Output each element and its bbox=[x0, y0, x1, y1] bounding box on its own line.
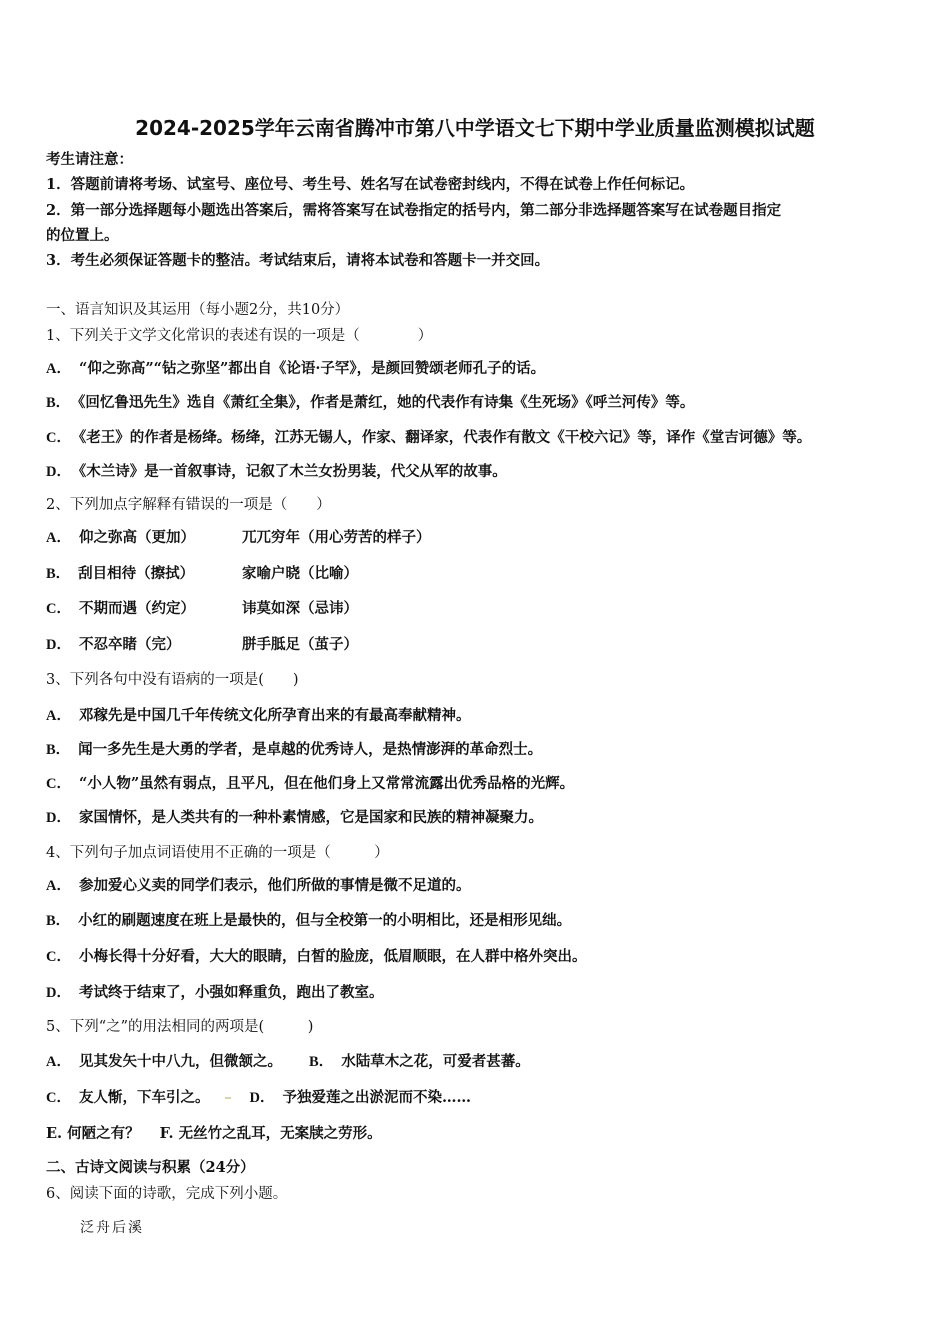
option-text: 水陆草木之花，可爱者甚蕃。 bbox=[341, 1053, 530, 1070]
option-text: 参加爱心义卖的同学们表示，他们所做的事情是微不足道的。 bbox=[78, 877, 471, 894]
option-key: A． bbox=[46, 878, 71, 894]
option-c bbox=[46, 599, 906, 619]
option-key: B． bbox=[309, 1054, 334, 1070]
option-text: 见其发矢十中八九，但微颔之。 bbox=[78, 1053, 282, 1070]
option-key: B． bbox=[46, 566, 71, 582]
option-key: C． bbox=[46, 949, 71, 965]
option-text: 刮目相待（擦拭） bbox=[78, 565, 195, 582]
option-d bbox=[46, 983, 383, 1003]
poem-title: 泛舟后溪 bbox=[80, 1220, 144, 1236]
option-a bbox=[46, 706, 470, 726]
option-key: D． bbox=[46, 810, 71, 826]
option-text: “仰之弥高”“钻之弥坚”都出自《论语·子罕》，是颜回赞颂老师孔子的话。 bbox=[78, 360, 546, 377]
option-key: D． bbox=[249, 1090, 275, 1106]
option-text: 小红的刷题速度在班上是最快的，但与全校第一的小明相比，还是相形见绌。 bbox=[78, 912, 572, 929]
option-text: 闻一多先生是大勇的学者，是卓越的优秀诗人，是热情澎湃的革命烈士。 bbox=[78, 741, 543, 758]
option-key: A． bbox=[46, 361, 71, 377]
option-row-cd bbox=[46, 1088, 471, 1108]
question-stem: 4、下列句子加点词语使用不正确的一项是（ ） bbox=[46, 845, 389, 861]
option-d bbox=[46, 635, 906, 655]
notice-item: 2．第一部分选择题每小题选出答案后，需将答案写在试卷指定的括号内，第二部分非选择题答案写在试卷题目指定 bbox=[46, 202, 782, 219]
notice-item: 1．答题前请将考场、试室号、座位号、考生号、姓名写在试卷密封线内，不得在试卷上作任何标记。 bbox=[46, 176, 695, 193]
section-heading: 一、语言知识及其运用（每小题2分，共10分） bbox=[46, 302, 350, 318]
section-heading: 二、古诗文阅读与积累（24分） bbox=[46, 1159, 255, 1176]
option-c bbox=[46, 774, 574, 794]
option-b bbox=[46, 740, 542, 760]
question-stem: 2、下列加点字解释有错误的一项是（ ） bbox=[46, 497, 331, 513]
question-stem: 5、下列“之”的用法相同的两项是( ) bbox=[46, 1019, 314, 1035]
option-key: C． bbox=[46, 1090, 71, 1106]
option-text: 《回忆鲁迅先生》选自《萧红全集》，作者是萧红，她的代表作有诗集《生死场》《呼兰河传》等。 bbox=[78, 394, 695, 411]
option-text-2: 兀兀穷年（用心劳苦的样子） bbox=[242, 529, 431, 546]
page-title: 2024-2025学年云南省腾冲市第八中学语文七下期中学业质量监测模拟试题 bbox=[135, 116, 815, 140]
option-text: 考试终于结束了，小强如释重负，跑出了教室。 bbox=[78, 984, 384, 1001]
option-key: B． bbox=[46, 395, 71, 411]
option-key: C． bbox=[46, 430, 71, 446]
option-key: C． bbox=[46, 601, 71, 617]
option-d bbox=[46, 808, 543, 828]
option-row-ab bbox=[46, 1052, 530, 1072]
option-a bbox=[46, 359, 545, 379]
option-b bbox=[46, 911, 571, 931]
option-key: B． bbox=[46, 742, 71, 758]
option-b bbox=[46, 393, 694, 413]
option-text: 仰之弥高（更加） bbox=[78, 529, 195, 546]
option-key: A． bbox=[46, 708, 71, 724]
option-text: 小梅长得十分好看，大大的眼睛，白皙的脸庞，低眉顺眼，在人群中格外突出。 bbox=[78, 948, 587, 965]
option-key: D． bbox=[46, 637, 71, 653]
option-text-2: 家喻户晓（比喻） bbox=[242, 565, 358, 582]
question-stem: 6、阅读下面的诗歌，完成下列小题。 bbox=[46, 1186, 288, 1202]
option-text: 《老王》的作者是杨绛。杨绛，江苏无锡人，作家、翻译家，代表作有散文《干校六记》等，译作《堂吉诃德》等。 bbox=[78, 429, 812, 446]
notice-item: 3．考生必须保证答题卡的整洁。考试结束后，请将本试卷和答题卡一并交回。 bbox=[46, 252, 550, 269]
option-row-ef bbox=[46, 1124, 382, 1144]
option-text-2: 胼手胝足（茧子） bbox=[242, 636, 358, 653]
question-stem: 1、下列关于文学文化常识的表述有误的一项是（ ） bbox=[46, 328, 433, 344]
option-text: 不忍卒睹（完） bbox=[78, 636, 181, 653]
option-c bbox=[46, 428, 811, 448]
option-key: D． bbox=[46, 464, 71, 480]
notice-heading: 考生请注意： bbox=[46, 151, 133, 168]
notice-item: 的位置上。 bbox=[46, 227, 119, 244]
option-text: 《木兰诗》是一首叙事诗，记叙了木兰女扮男装，代父从军的故事。 bbox=[78, 463, 507, 480]
option-c bbox=[46, 947, 586, 967]
option-a bbox=[46, 528, 906, 548]
option-b bbox=[46, 564, 906, 584]
watermark-dot bbox=[225, 1097, 231, 1099]
option-text: 不期而遇（约定） bbox=[78, 600, 195, 617]
option-key: D． bbox=[46, 985, 71, 1001]
option-text: 家国情怀，是人类共有的一种朴素情感，它是国家和民族的精神凝聚力。 bbox=[78, 809, 543, 826]
option-text: 友人惭，下车引之。 bbox=[78, 1089, 210, 1106]
option-e: E. 何陋之有？ bbox=[46, 1125, 140, 1142]
question-stem: 3、下列各句中没有语病的一项是( ) bbox=[46, 672, 299, 688]
option-text: “小人物”虽然有弱点，且平凡，但在他们身上又常常流露出优秀品格的光辉。 bbox=[78, 775, 575, 792]
option-text: 予独爱莲之出淤泥而不染…… bbox=[282, 1089, 471, 1106]
option-text-2: 讳莫如深（忌讳） bbox=[242, 600, 358, 617]
option-key: A． bbox=[46, 1054, 71, 1070]
option-key: A． bbox=[46, 530, 71, 546]
option-key: B． bbox=[46, 913, 71, 929]
option-f: F. 无丝竹之乱耳，无案牍之劳形。 bbox=[159, 1125, 382, 1142]
option-key: C． bbox=[46, 776, 71, 792]
option-d bbox=[46, 462, 507, 482]
option-text: 邓稼先是中国几千年传统文化所孕育出来的有最高奉献精神。 bbox=[78, 707, 471, 724]
option-a bbox=[46, 876, 470, 896]
